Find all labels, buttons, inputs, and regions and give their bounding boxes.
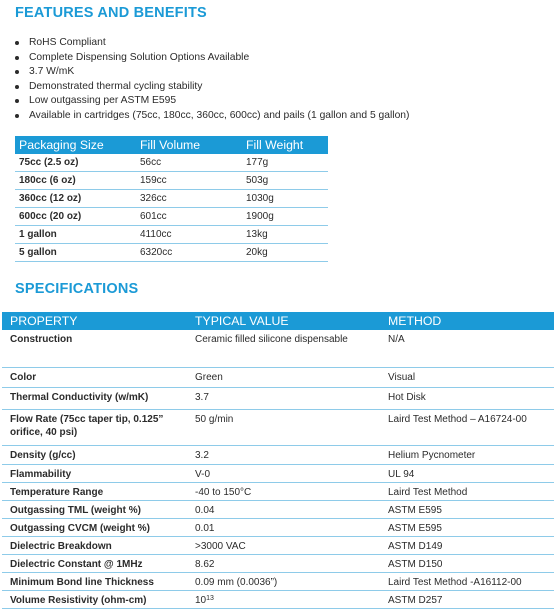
- fill-volume-cell: 6320cc: [140, 247, 173, 258]
- fill-weight-cell: 20kg: [246, 247, 268, 258]
- property-cell: Outgassing TML (weight %): [10, 505, 141, 516]
- packaging-table: [15, 136, 328, 262]
- packaging-size-cell: 1 gallon: [19, 229, 57, 240]
- property-cell: Thermal Conductivity (w/mK): [10, 392, 149, 403]
- property-cell: Volume Resistivity (ohm-cm): [10, 595, 147, 606]
- fill-weight-cell: 1030g: [246, 193, 274, 204]
- fill-weight-cell: 13kg: [246, 229, 268, 240]
- value-cell: Green: [195, 372, 223, 383]
- value-cell: V-0: [195, 469, 211, 480]
- fill-volume-cell: 601cc: [140, 211, 167, 222]
- method-cell: ASTM E595: [388, 523, 442, 534]
- feature-item: Available in cartridges (75cc, 180cc, 360cc, 600cc) and pails (1 gallon and 5 gallon): [13, 109, 409, 124]
- method-cell: Laird Test Method: [388, 487, 468, 498]
- fill-volume-cell: 326cc: [140, 193, 167, 204]
- feature-item: Demonstrated thermal cycling stability: [13, 80, 409, 95]
- method-cell: ASTM D149: [388, 541, 443, 552]
- method-cell: ASTM E595: [388, 505, 442, 516]
- fill-volume-cell: 159cc: [140, 175, 167, 186]
- header-cell: TYPICAL VALUE: [195, 314, 289, 328]
- packaging-size-cell: 600cc (20 oz): [19, 211, 82, 222]
- value-cell: 3.7: [195, 392, 209, 403]
- header-cell: Fill Weight: [246, 138, 304, 152]
- value-cell: 0.04: [195, 505, 215, 516]
- value-cell: 0.09 mm (0.0036”): [195, 577, 278, 588]
- property-cell: Dielectric Constant @ 1MHz: [10, 559, 143, 570]
- table-row: [15, 226, 328, 244]
- property-cell: Outgassing CVCM (weight %): [10, 523, 150, 534]
- value-cell: 8.62: [195, 559, 215, 570]
- packaging-size-cell: 360cc (12 oz): [19, 193, 82, 204]
- fill-volume-cell: 56cc: [140, 157, 162, 168]
- table-row: [2, 573, 554, 591]
- features-list: [13, 36, 409, 123]
- header-cell: Fill Volume: [140, 138, 201, 152]
- property-cell: Minimum Bond line Thickness: [10, 577, 154, 588]
- table-row: [2, 591, 554, 609]
- property-cell: Density (g/cc): [10, 450, 76, 461]
- feature-item: Low outgassing per ASTM E595: [13, 94, 409, 109]
- packaging-size-cell: 180cc (6 oz): [19, 175, 76, 186]
- method-cell: Hot Disk: [388, 392, 426, 403]
- header-cell: Packaging Size: [19, 138, 104, 152]
- table-row: [15, 154, 328, 172]
- property-cell: Temperature Range: [10, 487, 104, 498]
- table-row: [2, 501, 554, 519]
- method-cell: UL 94: [388, 469, 415, 480]
- bullet-icon: [15, 70, 19, 74]
- table-row: [2, 330, 554, 368]
- value-cell: Ceramic filled silicone dispensable: [195, 334, 348, 345]
- value-exponent: 13: [206, 595, 214, 602]
- specifications-table-header: [2, 312, 554, 330]
- property-cell: Construction: [10, 334, 73, 345]
- method-cell: Helium Pycnometer: [388, 450, 476, 461]
- value-cell: 0.01: [195, 523, 215, 534]
- header-cell: PROPERTY: [10, 314, 78, 328]
- bullet-icon: [15, 56, 19, 60]
- specifications-heading: SPECIFICATIONS: [15, 281, 139, 297]
- header-cell: METHOD: [388, 314, 442, 328]
- value-cell: 50 g/min: [195, 414, 234, 425]
- table-row: [2, 555, 554, 573]
- table-row: [15, 172, 328, 190]
- specifications-table: [2, 312, 554, 609]
- packaging-size-cell: 5 gallon: [19, 247, 57, 258]
- bullet-icon: [15, 41, 19, 45]
- table-row: [15, 208, 328, 226]
- feature-item: Complete Dispensing Solution Options Available: [13, 51, 409, 66]
- features-heading: FEATURES AND BENEFITS: [15, 5, 207, 21]
- property-cell: Color: [10, 372, 37, 383]
- property-cell: Flow Rate (75cc taper tip, 0.125” orifice, 40 psi): [10, 414, 164, 438]
- value-cell: >3000 VAC: [195, 541, 246, 552]
- fill-weight-cell: 503g: [246, 175, 269, 186]
- method-cell: Laird Test Method – A16724-00: [388, 414, 527, 425]
- fill-volume-cell: 4110cc: [140, 229, 172, 240]
- method-cell: ASTM D257: [388, 595, 443, 606]
- packaging-size-cell: 75cc (2.5 oz): [19, 157, 79, 168]
- property-cell: Dielectric Breakdown: [10, 541, 112, 552]
- table-row: [2, 537, 554, 555]
- fill-weight-cell: 177g: [246, 157, 269, 168]
- table-row: [2, 446, 554, 465]
- feature-item: RoHS Compliant: [13, 36, 409, 51]
- bullet-icon: [15, 114, 19, 118]
- table-row: [15, 244, 328, 262]
- table-row: [2, 465, 554, 483]
- method-cell: ASTM D150: [388, 559, 443, 570]
- property-cell: Flammability: [10, 469, 72, 480]
- feature-item: 3.7 W/mK: [13, 65, 409, 80]
- method-cell: Laird Test Method -A16112-00: [388, 577, 522, 588]
- table-row: [2, 483, 554, 501]
- method-cell: N/A: [388, 334, 405, 345]
- value-base: 10: [195, 595, 207, 606]
- table-row: [2, 368, 554, 388]
- fill-weight-cell: 1900g: [246, 211, 274, 222]
- method-cell: Visual: [388, 372, 416, 383]
- bullet-icon: [15, 99, 19, 103]
- table-row: [2, 388, 554, 410]
- value-cell: [193, 594, 386, 607]
- bullet-icon: [15, 85, 19, 89]
- table-row: [2, 410, 554, 446]
- table-row: [2, 519, 554, 537]
- value-cell: -40 to 150°C: [195, 487, 252, 498]
- packaging-table-header: [15, 136, 328, 154]
- table-row: [15, 190, 328, 208]
- value-cell: 3.2: [195, 450, 209, 461]
